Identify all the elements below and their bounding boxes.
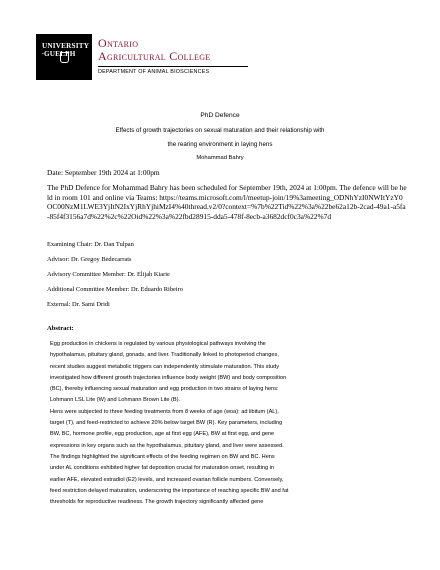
abstract-body [50,339,400,508]
abstract-line: feed restriction delayed maturation, underscoring the importance of reaching specific BW and fat [50,487,289,494]
advisor: Advisor: Dr. Gregoy Bedecarrats [47,256,132,263]
abstract-line: (BC), thereby influencing sexual maturation and egg production in two strains of laying hens: [50,386,279,393]
department-name: DEPARTMENT OF ANIMAL BIOSCIENCES [98,66,248,75]
thesis-title-line-1: Effects of growth trajectories on sexual maturation and their relationship with [115,127,325,134]
advisory-committee-member: Advisory Committee Member: Dr. Elijah Kiarie [47,271,170,278]
abstract-line: expressions in key organs such as the hypothalamus, pituitary gland, and liver were assessed. [50,442,284,449]
announcement-paragraph[interactable]: The PhD Defence for Mohammad Bahry has been scheduled for September 19th, 2024 at 1:00pm. The defence will be held in room 101 and online via Teams: https://teams.microsoft.com/l/meetup-join/19%3ameeting_ODNhYzI0NWItYzY0OC00NzM1LWE3YjItN2IxYjRhYjhiMzI4%40thread.v2/0?context=%7b%22Tid%22%3a%22be62a12b-2cad-49a1-a5fa-85f4f3156a7d%22%2c%22Oid%22%3a%22fbd28915-dda5-478f-8ecb-a3682dcf0c3a%22%7d [47,183,407,221]
university-logo [36,34,92,80]
abstract-heading: Abstract: [47,325,74,332]
letterhead [36,34,246,80]
candidate-name: Mohammad Bahry [196,155,244,161]
document-title: PhD Defence [200,112,240,119]
abstract-line: under AL conditions exhibited higher fat deposition crucial for maturation onset, resulting in [50,465,274,472]
abstract-line: thresholds for reproductive readiness. The growth trajectory significantly affected gene [50,499,264,506]
abstract-line: BW, BC, hormone profile, egg production, age at first egg (AFE), BW at first egg, and gene [50,431,275,438]
college-name [98,37,248,63]
logo-line-2: ∙GUELPH [42,50,76,58]
thesis-title-line-2: the rearing environment in laying hens [167,141,273,148]
logo-line-1: UNIVERSITY [42,42,90,50]
abstract-line: Egg production in chickens is regulated by various physiological pathways involving the [50,341,266,347]
additional-committee-member: Additional Committee Member: Dr. Eduardo Ribeiro [47,286,183,293]
examining-chair: Examining Chair: Dr. Dan Tulpan [47,241,134,248]
abstract-line: recent studies suggest metabolic triggers can independently stimulate maturation. This study [50,363,280,370]
defence-date: Date: September 19th 2024 at 1:00pm [47,168,160,177]
abstract-line: earlier AFE, elevated estradiol (E2) levels, and increased ovarian follicle numbers. Conversely, [50,476,284,483]
abstract-line: Hens were subjected to three feeding treatments from 8 weeks of age (woa): ad libitum (AL), [50,408,279,415]
abstract-line: investigated how different growth trajectories influence body weight (BW) and body composition [50,374,287,381]
abstract-line: hypothalamus, pituitary gland, gonads, and liver. Traditionally linked to photoperiod changes, [50,352,279,359]
abstract-line: Lohmann LSL Lite (W) and Lohmann Brown Lite (B). [50,397,181,404]
abstract-line: The findings highlighted the significant effects of the feeding regimen on BW and BC. Hens [50,453,275,460]
college-line-2: Agricultural College [98,49,211,63]
abstract-line: target (T), and feed-restricted to achieve 20% below target BW (R). Key parameters, including [50,420,283,427]
shield-icon [60,52,69,63]
external-examiner: External: Dr. Sami Dridi [47,301,110,308]
college-line-1: Ontario [98,36,139,50]
